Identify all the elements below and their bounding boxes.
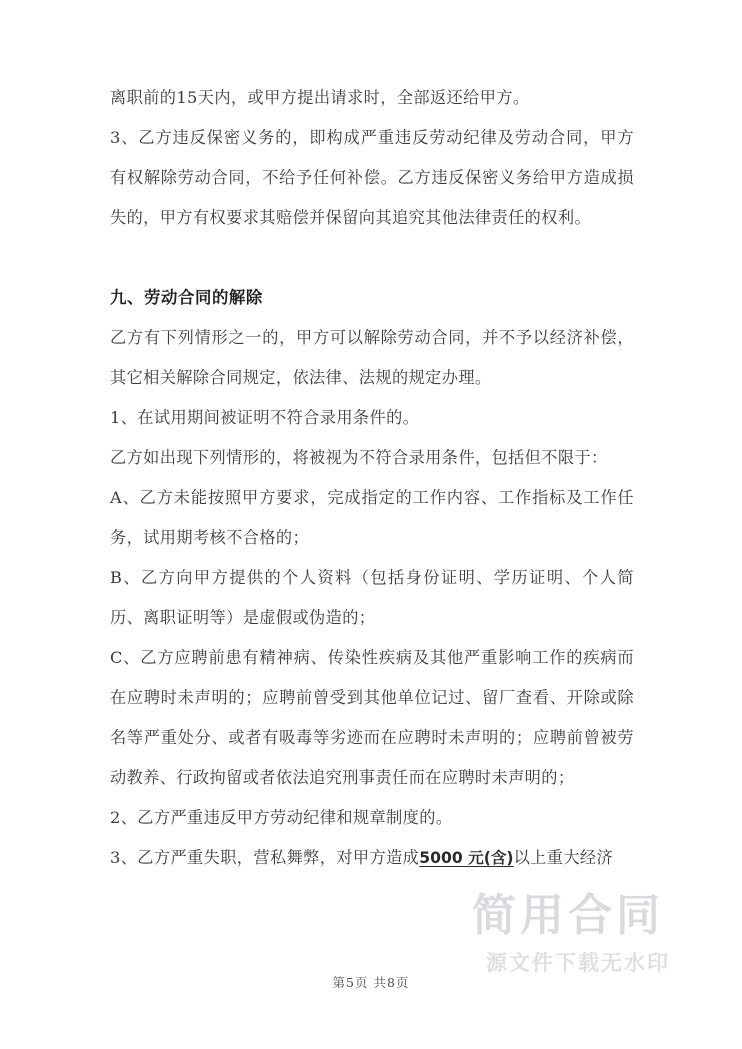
paragraph-item-1-probation: 1、在试用期间被证明不符合录用条件的。 — [110, 408, 420, 427]
economic-loss-text-before: 3、乙方严重失职，营私舞弊，对甲方造成 — [110, 848, 420, 867]
economic-loss-amount: 5000 元(含) — [419, 849, 514, 867]
paragraph-return-deadline: 离职前的15天内，或甲方提出请求时，全部返还给甲方。 — [110, 88, 530, 107]
watermark-main-text: 简用合同 — [472, 890, 664, 941]
paragraph-item-c-undisclosed-history: C、乙方应聘前患有精神病、传染性疾病及其他严重影响工作的疾病而在应聘时未声明的；应聘前曾受到其他单位记过、留厂查看、开除或除名等严重处分、或者有吸毒等劣迹而在应聘时未声明的；应聘前曾被劳动教养、行政拘留或者依法追究刑事责任而在应聘时未声明的； — [110, 648, 634, 787]
paragraph-item-b-false-documents: B、乙方向甲方提供的个人资料（包括身份证明、学历证明、个人简历、离职证明等）是虚假或伪造的； — [110, 568, 634, 627]
paragraph-item-2-discipline-violation: 2、乙方严重违反甲方劳动纪律和规章制度的。 — [110, 808, 453, 827]
watermark-sub-text: 源文件下载无水印 — [486, 951, 670, 975]
section-spacer — [110, 238, 634, 278]
economic-loss-text-after: 以上重大经济 — [513, 848, 614, 867]
section-heading-contract-termination: 九、劳动合同的解除 — [110, 288, 263, 307]
paragraph-termination-intro: 乙方有下列情形之一的，甲方可以解除劳动合同，并不予以经济补偿，其它相关解除合同规定，依法律、法规的规定办理。 — [110, 328, 634, 387]
page-footer — [0, 972, 742, 991]
paragraph-item-3-economic-loss — [110, 838, 634, 878]
page-number-label: 第5页 共8页 — [332, 975, 410, 990]
paragraph-item-a-work-tasks: A、乙方未能按照甲方要求，完成指定的工作内容、工作指标及工作任务，试用期考核不合格的； — [110, 488, 634, 547]
paragraph-confidentiality-breach: 3、乙方违反保密义务的，即构成严重违反劳动纪律及劳动合同，甲方有权解除劳动合同，不给予任何补偿。乙方违反保密义务给甲方造成损失的，甲方有权要求其赔偿并保留向其追究其他法律责任的权利。 — [110, 128, 634, 227]
document-content — [110, 78, 634, 878]
paragraph-unqualified-intro: 乙方如出现下列情形的，将被视为不符合录用条件，包括但不限于： — [110, 448, 608, 467]
